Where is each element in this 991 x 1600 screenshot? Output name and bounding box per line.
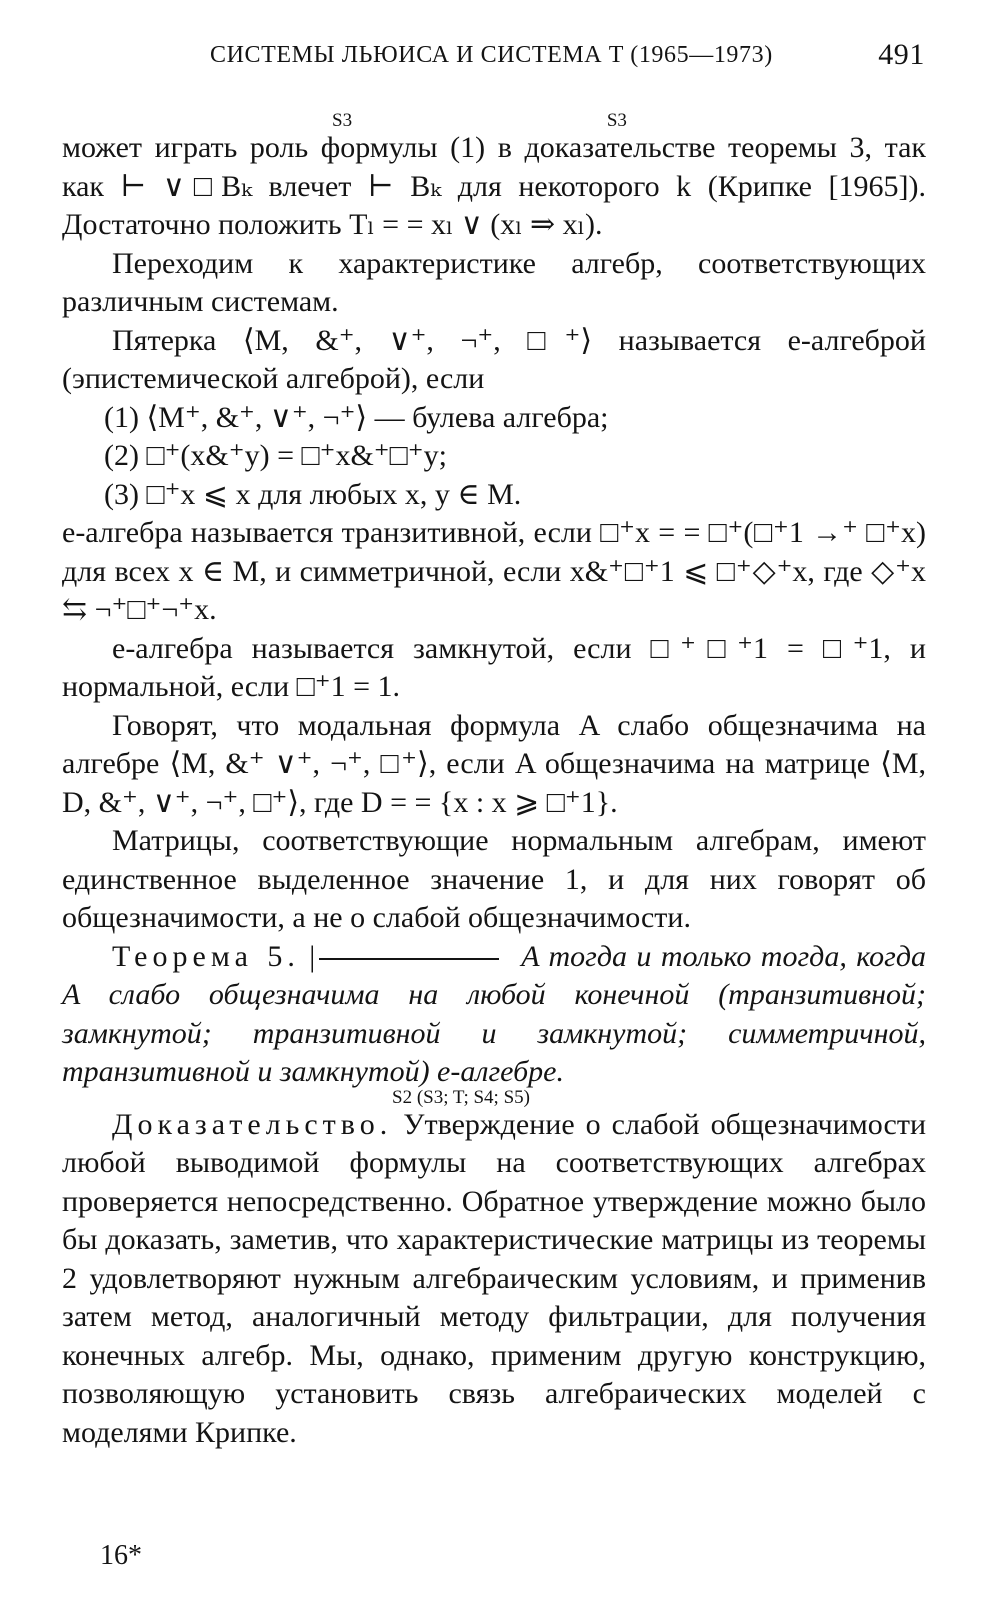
paragraph-continuation [62, 111, 926, 245]
paragraph-algebras-intro: Переходим к характеристике алгебр, соответствующих различным системам. [62, 246, 926, 318]
proof [62, 1106, 926, 1453]
turnstile: | [309, 939, 316, 973]
turnstile-subscripts: S3 S3 [332, 110, 627, 131]
proof-text: Утверждение о слабой общезначимости любой выводимой формулы на соответствующих алгебрах проверяется непосредственно. Обратное утверждение можно было бы доказать, заметив, что характеристические матрицы из теоремы 2 удовлетворяют нужным алгебраическим условиям, и применив затем метод, аналогичный методу фильтрации, для получения конечных алгебр. Мы, однако, применим другую конструкцию, позволяющую установить связь алгебраических моделей с моделями Крипке. [62, 1107, 926, 1449]
definition-closed-normal: e-алгебра называется замкнутой, если □⁺□⁺1 = □⁺1, и нормальной, если □⁺1 = 1. [62, 631, 926, 703]
page-body [62, 110, 927, 1452]
definition-weak-validity: Говорят, что модальная формула A слабо общезначима на алгебре ⟨M, &⁺ ∨⁺, ¬⁺, □⁺⟩, если A общезначима на матрице ⟨M, D, &⁺, ∨⁺, ¬⁺, □⁺⟩, где D = = {x : x ⩾ □⁺1}. [62, 708, 926, 819]
running-title: СИСТЕМЫ ЛЬЮИСА И СИСТЕМА T (1965—1973) [210, 42, 773, 68]
running-header [210, 38, 931, 78]
proof-label: Доказательство. [112, 1107, 393, 1141]
definition-transitive-symmetric: e-алгебра называется транзитивной, если □⁺x = = □⁺(□⁺1 →⁺ □⁺x) для всех x ∈ M, и симметричной, если x&⁺□⁺1 ⩽ □⁺◇⁺x, где ◇⁺x ⇆ ¬⁺□⁺¬⁺x. [62, 516, 926, 626]
definition-e-algebra: Пятерка ⟨M, &⁺, ∨⁺, ¬⁺, □⁺⟩ называется e-алгеброй (эпистемической алгеброй), если [62, 323, 926, 395]
theorem-systems: S2 (S3; T; S4; S5) [392, 1086, 530, 1108]
paragraph-matrices: Матрицы, соответствующие нормальным алгебрам, имеют единственное выделенное значение 1, и для них говорят об общезначимости, а не о слабой общезначимости. [62, 824, 926, 934]
paragraph-text: может играть роль формулы (1) в доказательстве теоремы 3, так как ⊢ ∨□Bₖ влечет ⊢ Bₖ для некоторого k (Крипке [1965]). Достаточно положить Tₗ = = xₗ ∨ (xₗ ⇒ xₗ). [62, 131, 926, 241]
turnstile-bar [319, 958, 499, 960]
page-number: 491 [878, 38, 925, 71]
theorem-label: Теорема 5. [112, 939, 300, 973]
theorem-5 [62, 938, 926, 1108]
condition-1: (1) ⟨M⁺, &⁺, ∨⁺, ¬⁺⟩ — булева алгебра; [104, 400, 609, 434]
theorem-text: A тогда и только тогда, когда A слабо общезначима на любой конечной (транзитивной; замкнутой; транзитивной и замкнутой; симметричной, транзитивной и замкнутой) e-алгебре. [62, 939, 927, 1088]
signature-mark: 16* [100, 1540, 142, 1571]
condition-2: (2) □⁺(x&⁺y) = □⁺x&⁺□⁺y; [104, 439, 447, 472]
condition-3: (3) □⁺x ⩽ x для любых x, y ∈ M. [104, 477, 522, 511]
